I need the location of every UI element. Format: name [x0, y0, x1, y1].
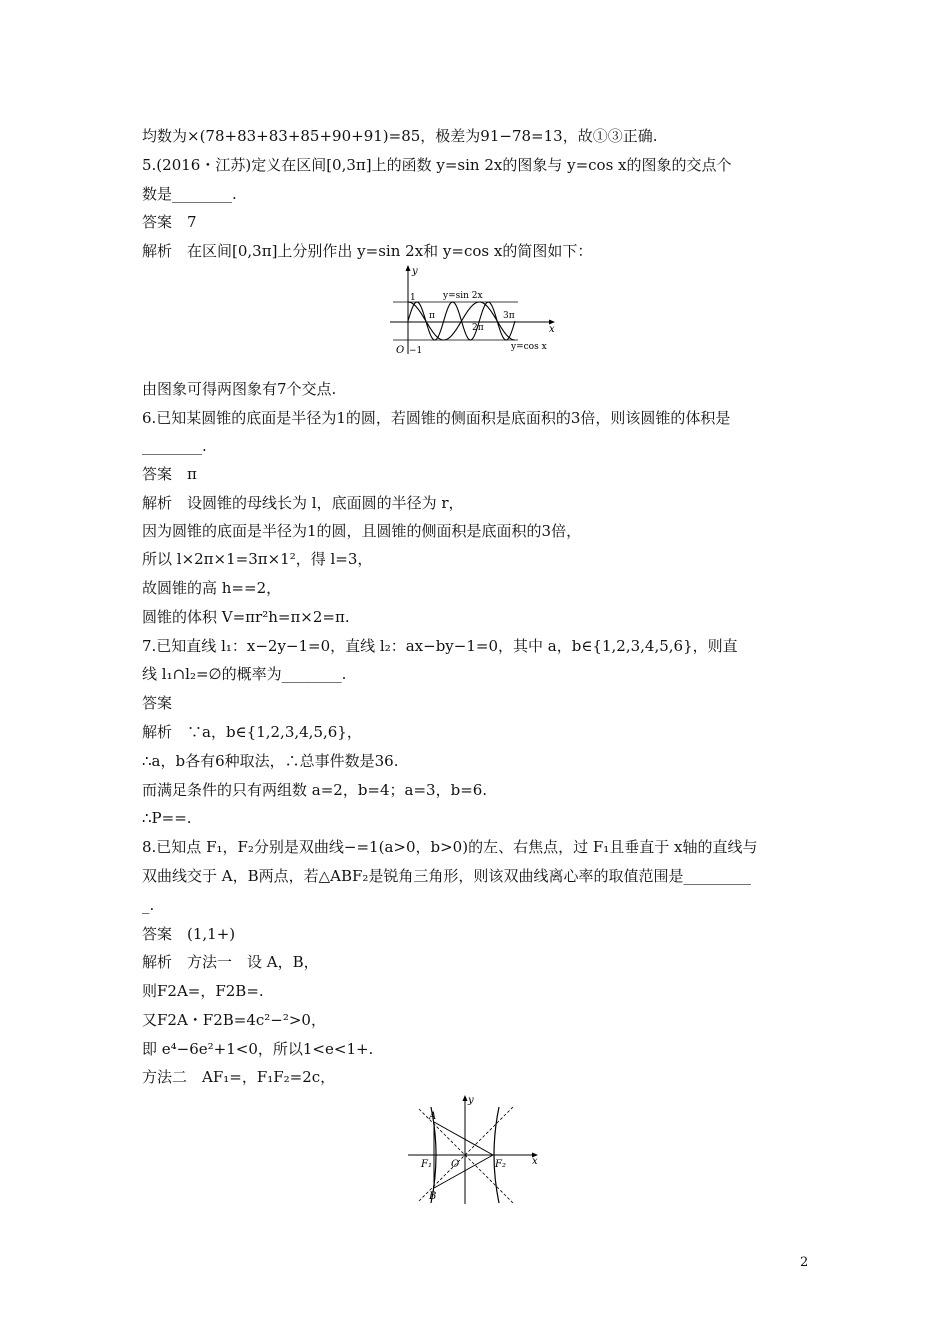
text-line: 5.(2016・江苏)定义在区间[0,3π]上的函数 y=sin 2x的图象与 y=cos x的图象的交点个	[142, 156, 732, 174]
text-line: 而满足条件的只有两组数 a=2，b=4；a=3，b=6.	[142, 781, 488, 799]
text-line: 数是________.	[142, 185, 237, 203]
page-number: 2	[800, 1255, 809, 1270]
text-line: 线 l₁∩l₂=∅的概率为________.	[142, 665, 347, 683]
text-line: 即 e⁴−6e²+1<0，所以1<e<1+.	[142, 1040, 374, 1058]
tick-label-pi: π	[429, 311, 435, 321]
text-line: 答案 7	[142, 213, 197, 231]
text-line: 答案 (1,1+)	[142, 925, 236, 943]
tick-label-1: 1	[410, 293, 416, 303]
origin-label: O	[396, 345, 405, 356]
text-line: 圆锥的体积 V=πr²h=π×2=π.	[142, 608, 350, 626]
text-line: 方法二 AF₁=，F₁F₂=2c，	[142, 1068, 336, 1086]
point-label-f2: F₂	[495, 1159, 506, 1170]
text-line: 双曲线交于 A，B两点，若△ABF₂是锐角三角形，则该双曲线离心率的取值范围是_________	[142, 867, 751, 885]
tick-label-neg1: −1	[409, 346, 423, 356]
text-line: 故圆锥的高 h==2，	[142, 579, 282, 597]
text-line: 所以 l×2π×1=3π×1²，得 l=3，	[142, 550, 373, 568]
text-line: 解析 ∵a，b∈{1,2,3,4,5,6}，	[142, 723, 362, 741]
text-line: 答案	[142, 694, 173, 712]
text-line: 解析 在区间[0,3π]上分别作出 y=sin 2x和 y=cos x的简图如下：	[142, 242, 593, 260]
text-line: 因为圆锥的底面是半径为1的圆，且圆锥的侧面积是底面积的3倍，	[142, 522, 582, 540]
tick-label-3pi: 3π	[503, 311, 515, 321]
text-line: ________.	[142, 437, 207, 455]
axis-label-x: x	[532, 1156, 538, 1167]
text-line: 6.已知某圆锥的底面是半径为1的圆，若圆锥的侧面积是底面积的3倍，则该圆锥的体积是	[142, 409, 731, 427]
sin-curve-label: y=sin 2x	[443, 291, 483, 301]
text-line: 则F2A=，F2B=.	[142, 982, 264, 1000]
text-line: _.	[142, 896, 155, 914]
text-line: 由图象可得两图象有7个交点.	[142, 380, 337, 398]
point-label-a: A	[429, 1111, 437, 1122]
text-line: 解析 设圆锥的母线长为 l，底面圆的半径为 r，	[142, 494, 464, 512]
origin-label: O	[451, 1159, 460, 1170]
tick-label-2pi: 2π	[472, 323, 484, 333]
point-label-f1: F₁	[421, 1159, 432, 1170]
axis-label-y: y	[468, 1095, 474, 1106]
text-line: 8.已知点 F₁，F₂分别是双曲线−=1(a>0，b>0)的左、右焦点，过 F₁且垂直于 x轴的直线与	[142, 838, 758, 856]
sin-cos-graph	[385, 262, 565, 356]
axis-label-y: y	[412, 266, 418, 277]
cos-curve-label: y=cos x	[511, 342, 547, 352]
point-label-b: B	[429, 1191, 437, 1202]
text-line: 7.已知直线 l₁：x−2y−1=0，直线 l₂：ax−by−1=0，其中 a，b∈{1,2,3,4,5,6}，则直	[142, 637, 738, 655]
text-line: 答案 π	[142, 465, 197, 483]
axis-label-x: x	[549, 324, 555, 335]
text-line: ∴P==.	[142, 809, 192, 827]
text-line: 解析 方法一 设 A，B，	[142, 953, 319, 971]
text-line: 又F2A・F2B=4c²−²>0，	[142, 1011, 326, 1029]
text-line: 均数为×(78+83+83+85+90+91)=85，极差为91−78=13，故①③正确.	[142, 127, 658, 145]
text-line: ∴a，b各有6种取法，∴总事件数是36.	[142, 752, 399, 770]
cos-curve	[408, 302, 515, 340]
hyperbola-diagram	[405, 1092, 545, 1206]
